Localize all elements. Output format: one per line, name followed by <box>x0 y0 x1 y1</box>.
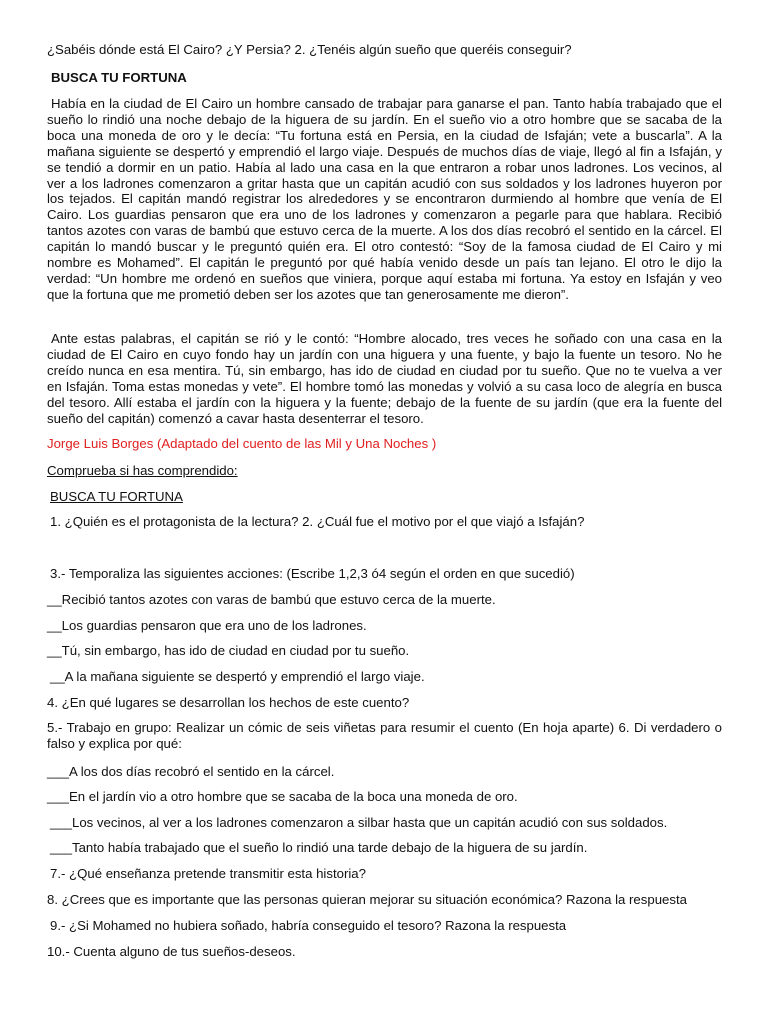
order-item: __A la mañana siguiente se despertó y emprendió el largo viaje. <box>50 669 425 684</box>
order-item: __Recibió tantos azotes con varas de bambú que estuvo cerca de la muerte. <box>47 592 496 607</box>
author-credit: Jorge Luis Borges (Adaptado del cuento de las Mil y Una Noches ) <box>47 436 437 451</box>
true-false-item: ___Los vecinos, al ver a los ladrones comenzaron a silbar hasta que un capitán acudió con sus soldados. <box>50 815 668 830</box>
question-5-6: 5.- Trabajo en grupo: Realizar un cómic de seis viñetas para resumir el cuento (En hoja aparte) 6. Di verdadero o falso y explica por qué: <box>47 720 722 751</box>
question-4: 4. ¿En qué lugares se desarrollan los hechos de este cuento? <box>47 695 410 710</box>
comprehension-subtitle: BUSCA TU FORTUNA <box>50 489 183 504</box>
question-8: 8. ¿Crees que es importante que las personas quieran mejorar su situación económica? Razona la respuesta <box>47 892 687 907</box>
true-false-item: ___Tanto había trabajado que el sueño lo rindió una tarde debajo de la higuera de su jardín. <box>50 840 588 855</box>
question-1-2: 1. ¿Quién es el protagonista de la lectura? 2. ¿Cuál fue el motivo por el que viajó a Isfaján? <box>50 514 585 529</box>
order-item: __Tú, sin embargo, has ido de ciudad en ciudad por tu sueño. <box>47 643 410 658</box>
question-9: 9.- ¿Si Mohamed no hubiera soñado, habría conseguido el tesoro? Razona la respuesta <box>50 918 567 933</box>
comprehension-heading: Comprueba si has comprendido: <box>47 463 238 478</box>
true-false-item: ___A los dos días recobró el sentido en la cárcel. <box>47 764 335 779</box>
story-paragraph-2: Ante estas palabras, el capitán se rió y le contó: “Hombre alocado, tres veces he soñado con una casa en la ciudad de El Cairo en cuyo fondo hay un jardín con una higuera y una fuente, y bajo la fuente un tesoro. No he creído nunca en esa mentira. Tú, sin embargo, has ido de ciudad en ciudad por tu sueño. Que no te vuelva a ver en Isfaján. Toma estas monedas y vete”. El hombre tomó las monedas y volvió a su casa loco de alegría en busca del tesoro. Allí estaba el jardín con la higuera y la fuente; debajo de la fuente de su jardín (que era la fuente del sueño del capitán) comenzó a cavar hasta desenterrar el tesoro. <box>47 331 722 426</box>
story-paragraph-1: Había en la ciudad de El Cairo un hombre cansado de trabajar para ganarse el pan. Tanto había trabajado que el sueño lo rindió una noche debajo de la higuera de su jardín. En el sueño vio a otro hombre que se sacaba de la boca una moneda de oro y le decía: “Tu fortuna está en Persia, en la ciudad de Isfaján; vete a buscarla”. A la mañana siguiente se despertó y emprendió el largo viaje. Después de muchos días de viaje, llegó al fin a Isfaján, y se tendió a dormir en un patio. Había al lado una casa en la que entraron a robar unos ladrones. Los vecinos, al ver a los ladrones comenzaron a gritar hasta que un capitán acudió con sus soldados y los ladrones huyeron por los tejados. El capitán mandó registrar los alrededores y se encontraron durmiendo al hombre que venía de El Cairo. Los guardias pensaron que era uno de los ladrones y comenzaron a pegarle para que hablara. Recibió tantos azotes con varas de bambú que estuvo cerca de la muerte. A los dos días recobró el sentido en la cárcel. El capitán lo mandó buscar y le preguntó quién era. El otro contestó: “Soy de la famosa ciudad de El Cairo y mi nombre es Mohamed”. El capitán le preguntó por qué había venido desde un país tan lejano. El otro le dijo la verdad: “Un hombre me ordenó en sueños que viniera, porque aquí estaba mi fortuna. Ya estoy en Isfaján y veo que la fortuna que me prometió deben ser los azotes que tan generosamente me dieron”. <box>47 96 722 302</box>
question-7: 7.- ¿Qué enseñanza pretende transmitir esta historia? <box>50 866 366 881</box>
question-3: 3.- Temporaliza las siguientes acciones: (Escribe 1,2,3 ó4 según el orden en que sucedió) <box>50 566 575 581</box>
intro-questions: ¿Sabéis dónde está El Cairo? ¿Y Persia? 2. ¿Tenéis algún sueño que queréis conseguir? <box>47 42 572 57</box>
true-false-item: ___En el jardín vio a otro hombre que se sacaba de la boca una moneda de oro. <box>47 789 518 804</box>
order-item: __Los guardias pensaron que era uno de los ladrones. <box>47 618 367 633</box>
story-title: BUSCA TU FORTUNA <box>51 70 187 85</box>
question-10: 10.- Cuenta alguno de tus sueños-deseos. <box>47 944 296 959</box>
